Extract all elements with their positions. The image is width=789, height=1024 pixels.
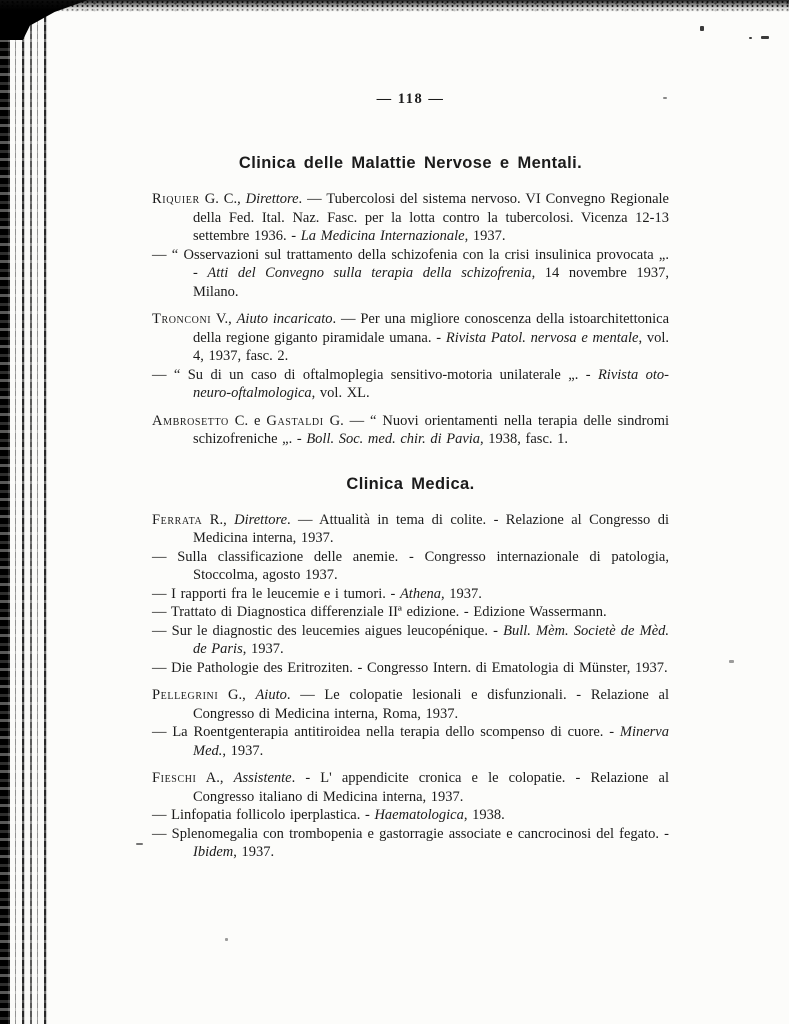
scan-speck [136, 843, 143, 845]
entry-text: , 1937. [441, 585, 482, 602]
italic-text: Haematologica [374, 807, 464, 823]
author-name: Tronconi [152, 311, 212, 327]
section-title: Clinica delle Malattie Nervose e Mentali. [238, 154, 583, 172]
section-title: Clinica Medica. [346, 474, 475, 493]
author-name: Fieschi [152, 770, 197, 786]
entry-text: — I rapporti fra le leucemie e i tumori. - [152, 585, 400, 602]
bibliography-entry [152, 548, 669, 585]
author-name: Gastaldi [266, 412, 324, 429]
bibliography-entry [152, 246, 669, 302]
italic-text: Bull. Mèm. Societè de Mèd. de Paris [193, 622, 670, 657]
bibliography-entry [152, 366, 669, 403]
entry-text: — “ Su di un caso di oftalmoplegia sensitivo-motoria unilaterale „. - [152, 366, 598, 383]
bibliography-entry [152, 686, 669, 723]
page-number: — 118 — [376, 91, 445, 107]
entry-text: C. e [228, 412, 267, 429]
entry-text: G., [218, 687, 256, 703]
italic-text: Ibidem [193, 844, 234, 860]
bibliography-entry [152, 622, 669, 659]
entry-text: , 1937. [233, 844, 275, 860]
bibliography-entry [152, 190, 669, 246]
entry-text: . — Attualità in tema di colite. - Relazione al Congresso di Medicina interna, 1937. [193, 511, 669, 546]
italic-text: La Medicina Internazionale [300, 228, 465, 244]
author-name: Pellegrini [152, 687, 219, 703]
entry-text: , 1937. [222, 742, 264, 759]
italic-text: Assistente [233, 770, 292, 786]
bibliography-entry [152, 723, 669, 760]
italic-text: Aiuto incaricato [236, 311, 333, 327]
entry-text: . — Per una migliore conoscenza della istoarchitettonica della regione giganto piramidale umana. - [193, 311, 670, 346]
entry-text: , 1937. [464, 228, 506, 244]
bibliography-entry [152, 585, 669, 604]
entry-text: — La Roentgenterapia antitiroidea nella terapia dello scompenso di cuore. - [152, 724, 620, 740]
entry-text: — Sulla classificazione delle anemie. - Congresso internazionale di patologia, Stoccolma, agosto 1937. [152, 548, 669, 583]
entry-text: , 1937. [242, 641, 284, 657]
bibliography-entry [152, 659, 669, 678]
bibliography-entry [152, 412, 669, 449]
entry-text: — Trattato di Diagnostica differenziale IIª edizione. - Edizione Wassermann. [152, 604, 607, 620]
italic-text: Direttore [245, 191, 299, 207]
author-name: Ferrata [152, 511, 203, 528]
scan-speck [729, 660, 734, 663]
entry-text: G. C., [199, 191, 246, 207]
entry-text: G. — “ Nuovi orientamenti nella terapia delle sindromi schizofreniche „. - [193, 412, 670, 447]
bibliography-entry [152, 825, 669, 862]
italic-text: Boll. Soc. med. chir. di Pavia [306, 431, 481, 447]
scan-speck [700, 26, 704, 31]
entry-text: A., [196, 770, 234, 786]
italic-text: Aiuto [255, 687, 287, 703]
entry-text: . - L' appendicite cronica e le colopatie. - Relazione al Congresso italiano di Medicina interna, 1937. [193, 770, 669, 805]
page-content [152, 0, 669, 862]
scan-speck [761, 36, 769, 39]
entry-text: — Linfopatia follicolo iperplastica. - [152, 807, 375, 823]
entry-text: — “ Osservazioni sul trattamento della schizofenia con la crisi insulinica provocata „. - [152, 246, 669, 281]
bibliography-entry [152, 603, 669, 622]
entry-text: , vol. XL. [311, 385, 370, 401]
bibliography-section [152, 475, 669, 862]
entry-text: , 1938, fasc. 1. [480, 431, 569, 447]
entry-text: , 14 novembre 1937, Milano. [193, 265, 669, 300]
entry-text: R., [202, 511, 235, 528]
bibliography-entry [152, 769, 669, 806]
italic-text: Athena [399, 585, 442, 602]
entry-list [152, 511, 669, 862]
entry-text: , vol. 4, 1937, fasc. 2. [193, 329, 669, 364]
italic-text: Rivista Patol. nervosa e mentale [445, 329, 639, 346]
bibliography-entry [152, 310, 669, 366]
scan-speck [749, 37, 752, 39]
author-name: Riquier [152, 191, 200, 207]
sections [152, 154, 669, 862]
entry-text: . — Le colopatie lesionali e disfunzionali. - Relazione al Congresso di Medicina interna, Roma, 1937. [193, 687, 669, 722]
italic-text: Rivista oto-neuro-oftalmologica [193, 366, 669, 401]
entry-text: V., [211, 311, 237, 327]
bibliography-entry [152, 511, 669, 548]
italic-text: Minerva Med. [193, 724, 669, 759]
entry-text: , 1938. [463, 807, 505, 823]
entry-text: — Die Pathologie des Eritroziten. - Congresso Intern. di Ematologia di Münster, 1937. [152, 659, 668, 676]
author-name: Ambrosetto [152, 412, 229, 429]
italic-text: Direttore [234, 511, 288, 528]
entry-text: — Sur le diagnostic des leucemies aigues leucopénique. - [152, 622, 504, 639]
entry-text: — Splenomegalia con trombopenia e gastorragie associate e cancrocinosi del fegato. - [152, 825, 669, 842]
entry-list [152, 190, 669, 449]
bibliography-entry [152, 806, 669, 825]
scan-speck [225, 938, 228, 941]
entry-text: . — Tubercolosi del sistema nervoso. VI Convegno Regionale della Fed. Ital. Naz. Fasc. per la lotta contro la tubercolosi. Vicenza 12-13 settembre 1936. - [193, 191, 669, 244]
bibliography-section [152, 154, 669, 449]
italic-text: Atti del Convegno sulla terapia della schizofrenia [207, 265, 532, 281]
book-binding-edge [0, 0, 48, 1024]
